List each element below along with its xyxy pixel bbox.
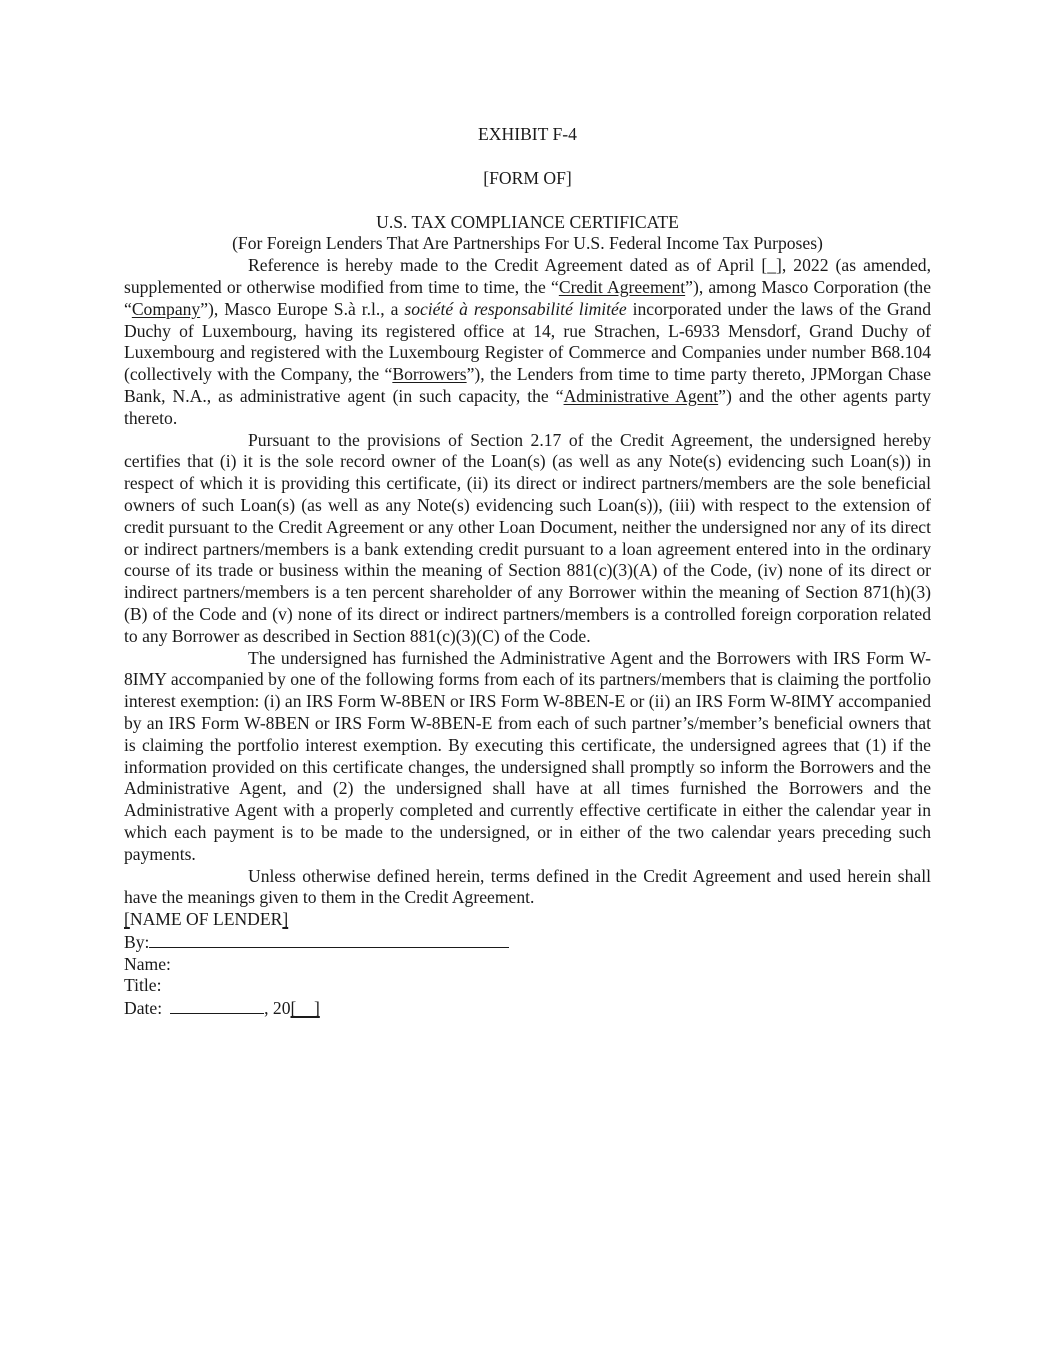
defined-term-administrative-agent: Administrative Agent [563, 385, 719, 406]
date-year-prefix: , 20 [264, 998, 291, 1019]
lender-name-label: NAME OF LENDER [129, 909, 283, 930]
title-label: Title: [124, 975, 162, 996]
para1-text-6: ”) and the other agents party thereto. [124, 385, 931, 428]
certificate-subtitle: (For Foreign Lenders That Are Partnerships For U.S. Federal Income Tax Purposes) [232, 233, 823, 254]
lender-close-bracket: ] [282, 909, 289, 930]
signature-date-line [124, 997, 931, 1020]
document-page [124, 124, 931, 1020]
defined-term-company: Company [131, 298, 201, 319]
date-label: Date: [124, 998, 163, 1019]
defined-term-credit-agreement: Credit Agreement [558, 276, 686, 297]
form-of-open-bracket: [ [483, 167, 490, 188]
name-label: Name: [124, 953, 171, 974]
by-label: By: [124, 931, 150, 952]
para1-text-1: Reference is hereby made to the Credit Agreement dated as of April [_], 2022 (as amended, supplemented or otherwise modified from time to time, the “ [124, 255, 931, 297]
para1-text-3: ”), Masco Europe S.à r.l., a [200, 298, 405, 319]
signature-by-line [124, 931, 931, 954]
italic-entity-type: société à responsabilité limitée [404, 298, 627, 319]
para1-text-4: incorporated under the laws of the Grand Duchy of Luxembourg, having its registered office at 14, rue Strachen, L-6933 Mensdorf, Grand Duchy of Luxembourg and registered with the Luxembourg Register of Commerce and Companies under number B68.104 (collectively with the Company, the “ [124, 298, 931, 385]
lender-name-field [124, 909, 931, 931]
certificate-title: U.S. TAX COMPLIANCE CERTIFICATE [376, 211, 679, 232]
form-of-close-bracket: ] [565, 167, 572, 188]
paragraph-certifications: Pursuant to the provisions of Section 2.17 of the Credit Agreement, the undersigned hereby certifies that (i) it is the sole record owner of the Loan(s) (as well as any Note(s) evidencing such Loan(s)) in respect of which it is providing this certificate, (ii) its direct or indirect partners/members are the sole beneficial owners of such Loan(s) (as well as any Note(s) evidencing such Loan(s)), (iii) with respect to the extension of credit pursuant to the Credit Agreement or any other Loan Document, neither the undersigned nor any of its direct or indirect partners/members is a bank extending credit pursuant to a loan agreement entered into in the ordinary course of its trade or business within the meaning of Section 881(c)(3)(A) of the Code, (iv) none of its direct or indirect partners/members is a ten percent shareholder of any Borrower within the meaning of Section 871(h)(3)(B) of the Code and (v) none of its direct or indirect partners/members is a controlled foreign corporation related to any Borrower as described in Section 881(c)(3)(C) of the Code. [124, 429, 931, 646]
paragraph-definitions: Unless otherwise defined herein, terms defined in the Credit Agreement and used herein shall have the meanings given to them in the Credit Agreement. [124, 865, 931, 908]
lender-open-bracket: [ [124, 909, 130, 930]
signature-blank[interactable] [149, 931, 509, 948]
date-blank[interactable] [170, 997, 264, 1014]
defined-term-borrowers: Borrowers [392, 364, 467, 385]
signature-name-line [124, 954, 931, 976]
para1-text-2: ”), among Masco Corporation (the “ [124, 276, 932, 319]
date-year-blank[interactable]: [ ] [290, 998, 320, 1019]
paragraph-forms-furnished: The undersigned has furnished the Administrative Agent and the Borrowers with IRS Form W-8IMY accompanied by one of the following forms from each of its partners/members that is claiming the portfolio interest exemption: (i) an IRS Form W-8BEN or IRS Form W-8BEN-E or (ii) an IRS Form W-8IMY accompanied by an IRS Form W-8BEN or IRS Form W-8BEN-E from each of such partner’s/member’s beneficial owners that is claiming the portfolio interest exemption. By executing this certificate, the undersigned agrees that (1) if the information provided on this certificate changes, the undersigned shall promptly so inform the Borrowers and the Administrative Agent, and (2) the undersigned shall have at all times furnished the Borrowers and the Administrative Agent with a properly completed and currently effective certificate in either the calendar year in which each payment is to be made to the undersigned, or in either of the two calendar years preceding such payments. [124, 647, 931, 864]
exhibit-heading: EXHIBIT F-4 [478, 124, 577, 144]
form-of-label: FORM OF [489, 167, 566, 188]
paragraph-reference [124, 255, 931, 429]
para1-text-5: ”), the Lenders from time to time party thereto, JPMorgan Chase Bank, N.A., as administrative agent (in such capacity, the “ [124, 364, 931, 406]
signature-title-line [124, 975, 931, 997]
form-of-heading [124, 168, 931, 190]
